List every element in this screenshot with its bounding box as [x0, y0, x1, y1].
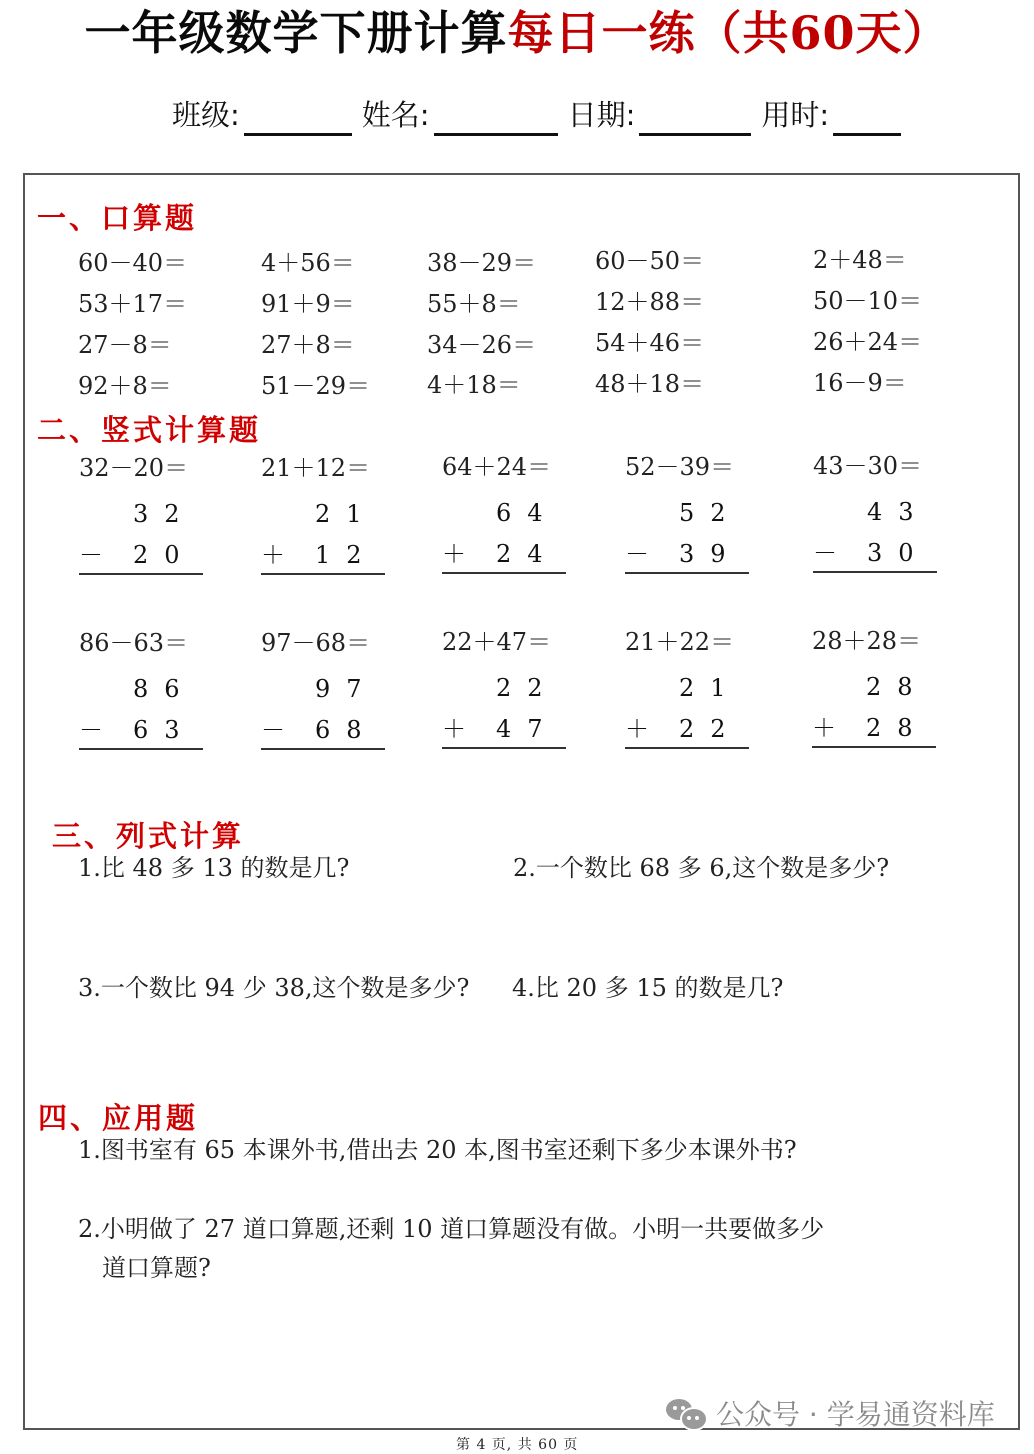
answer-rule — [812, 746, 936, 748]
answer-rule — [261, 748, 385, 750]
mental-problem: 16－9＝ — [813, 369, 907, 397]
vertical-expr: 52－39＝ — [625, 453, 735, 481]
vertical-bottom-number: 28 — [866, 714, 929, 742]
name-label: 姓名: — [361, 98, 430, 132]
operator: ＋ — [812, 714, 852, 742]
time-field[interactable] — [761, 94, 901, 136]
time-label: 用时: — [761, 98, 830, 132]
vertical-bottom-number: 63 — [133, 716, 196, 744]
vertical-expr: 28＋28＝ — [812, 627, 922, 655]
answer-rule — [442, 572, 566, 574]
mental-problem: 53＋17＝ — [78, 290, 188, 318]
mental-problem: 60－50＝ — [595, 247, 705, 275]
name-field[interactable] — [362, 94, 558, 136]
mental-problem: 4＋56＝ — [261, 249, 355, 277]
class-blank[interactable] — [244, 103, 352, 136]
word-problem-2-continued: 道口算题? — [102, 1254, 211, 1282]
vertical-expr: 21＋12＝ — [261, 454, 371, 482]
vertical-expr: 43－30＝ — [813, 452, 923, 480]
time-blank[interactable] — [833, 103, 901, 136]
operator: － — [79, 716, 119, 744]
answer-rule — [625, 572, 749, 574]
mental-problem: 38－29＝ — [427, 249, 537, 277]
vertical-bottom-number: 68 — [315, 716, 378, 744]
section-word-problems-title: 四、应用题 — [38, 1101, 199, 1135]
mental-problem: 4＋18＝ — [427, 371, 521, 399]
vertical-bottom-number: 30 — [867, 539, 930, 567]
mental-problem: 50－10＝ — [813, 287, 923, 315]
mental-problem: 26＋24＝ — [813, 328, 923, 356]
title-highlight: 每日一练（共60天） — [507, 6, 950, 60]
mental-problem: 12＋88＝ — [595, 288, 705, 316]
mental-problem: 34－26＝ — [427, 331, 537, 359]
watermark — [666, 1393, 995, 1433]
answer-rule — [79, 748, 203, 750]
vertical-top-number: 32 — [133, 500, 196, 528]
equation-question-4: 4.比 20 多 15 的数是几? — [512, 974, 784, 1002]
vertical-top-number: 52 — [679, 499, 742, 527]
vertical-top-number: 22 — [496, 674, 559, 702]
class-label: 班级: — [172, 98, 240, 132]
word-problem-2: 2.小明做了 27 道口算题,还剩 10 道口算题没有做。小明一共要做多少 — [78, 1215, 825, 1243]
mental-problem: 51－29＝ — [261, 372, 371, 400]
mental-problem: 27＋8＝ — [261, 331, 355, 359]
name-blank[interactable] — [434, 103, 558, 136]
date-blank[interactable] — [639, 103, 751, 136]
operator: － — [813, 539, 853, 567]
word-problem-1: 1.图书室有 65 本课外书,借出去 20 本,图书室还剩下多少本课外书? — [78, 1136, 797, 1164]
operator: － — [625, 540, 665, 568]
operator: ＋ — [442, 540, 482, 568]
equation-question-1: 1.比 48 多 13 的数是几? — [78, 854, 350, 882]
mental-problem: 48＋18＝ — [595, 370, 705, 398]
mental-problem: 91＋9＝ — [261, 290, 355, 318]
vertical-bottom-number: 20 — [133, 541, 196, 569]
mental-problem: 27－8＝ — [78, 331, 172, 359]
title-main: 一年级数学下册计算 — [84, 6, 508, 60]
page-number: 第 4 页, 共 60 页 — [456, 1437, 579, 1453]
mental-problem: 92＋8＝ — [78, 372, 172, 400]
vertical-top-number: 86 — [133, 675, 196, 703]
vertical-expr: 86－63＝ — [79, 629, 189, 657]
answer-rule — [261, 573, 385, 575]
vertical-top-number: 21 — [315, 500, 378, 528]
vertical-top-number: 97 — [315, 675, 378, 703]
section-equation-title: 三、列式计算 — [52, 819, 245, 853]
operator: － — [261, 716, 301, 744]
vertical-top-number: 21 — [679, 674, 742, 702]
vertical-expr: 97－68＝ — [261, 629, 371, 657]
page-title — [0, 2, 1034, 64]
answer-rule — [79, 573, 203, 575]
answer-rule — [813, 571, 937, 573]
operator: ＋ — [625, 715, 665, 743]
mental-problem: 54＋46＝ — [595, 329, 705, 357]
vertical-expr: 64＋24＝ — [442, 453, 552, 481]
vertical-bottom-number: 47 — [496, 715, 559, 743]
operator: ＋ — [442, 715, 482, 743]
vertical-expr: 21＋22＝ — [625, 628, 735, 656]
mental-problem: 2＋48＝ — [813, 246, 907, 274]
mental-problem: 60－40＝ — [78, 249, 188, 277]
wechat-icon — [666, 1397, 706, 1429]
vertical-bottom-number: 39 — [679, 540, 742, 568]
class-field[interactable] — [172, 94, 352, 136]
section-mental-math-title: 一、口算题 — [37, 201, 198, 235]
vertical-top-number: 43 — [867, 498, 930, 526]
equation-question-2: 2.一个数比 68 多 6,这个数是多少? — [513, 854, 890, 882]
date-label: 日期: — [567, 98, 636, 132]
vertical-expr: 22＋47＝ — [442, 628, 552, 656]
vertical-top-number: 28 — [866, 673, 929, 701]
operator: － — [79, 541, 119, 569]
answer-rule — [442, 747, 566, 749]
vertical-expr: 32－20＝ — [79, 454, 189, 482]
vertical-bottom-number: 24 — [496, 540, 559, 568]
answer-rule — [625, 747, 749, 749]
mental-problem: 55＋8＝ — [427, 290, 521, 318]
section-vertical-calc-title: 二、竖式计算题 — [37, 413, 262, 447]
student-info-line — [172, 94, 911, 136]
vertical-bottom-number: 22 — [679, 715, 742, 743]
watermark-text: 公众号 · 学易通资料库 — [716, 1398, 995, 1431]
equation-question-3: 3.一个数比 94 少 38,这个数是多少? — [78, 974, 470, 1002]
vertical-top-number: 64 — [496, 499, 559, 527]
date-field[interactable] — [568, 94, 752, 136]
vertical-bottom-number: 12 — [315, 541, 378, 569]
operator: ＋ — [261, 541, 301, 569]
